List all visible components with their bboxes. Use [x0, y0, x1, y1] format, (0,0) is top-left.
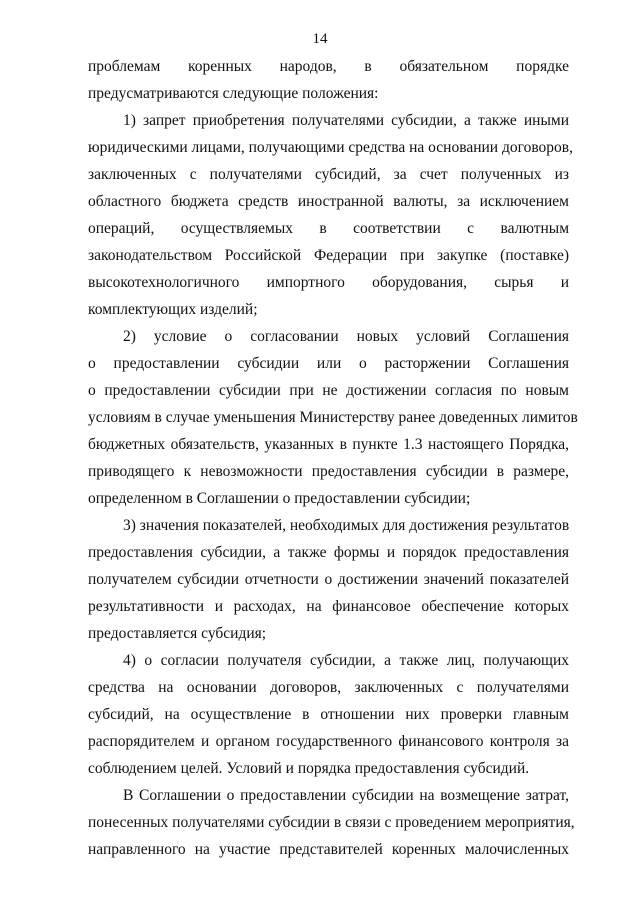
text-line: предоставляется субсидия; [88, 625, 267, 642]
text-line: высокотехнологичного импортного оборудования, сырья и [88, 274, 569, 291]
text-line: 4) о согласии получателя субсидии, а также лиц, получающих [123, 652, 569, 669]
text-line: соблюдением целей. Условий и порядка предоставления субсидий. [88, 760, 530, 777]
text-line: проблемам коренных народов, в обязательном порядке [88, 58, 569, 75]
text-line: операций, осуществляемых в соответствии с валютным [88, 220, 569, 237]
text-line: комплектующих изделий; [88, 301, 258, 318]
text-line: о предоставлении субсидии при не достижении согласия по новым [88, 382, 569, 399]
page-number: 14 [312, 31, 328, 47]
text-line: юридическими лицами, получающими средства на основании договоров, [88, 139, 573, 156]
text-line: распорядителем и органом государственного финансового контроля за [88, 733, 569, 750]
text-line: бюджетных обязательств, указанных в пункте 1.3 настоящего Порядка, [88, 436, 569, 453]
text-line: результативности и расходах, на финансовое обеспечение которых [88, 598, 569, 615]
text-line: субсидий, на осуществление в отношении них проверки главным [88, 706, 569, 723]
text-line: предусматриваются следующие положения: [88, 85, 379, 102]
text-line: средства на основании договоров, заключенных с получателями [88, 679, 569, 696]
text-line: законодательством Российской Федерации при закупке (поставке) [88, 247, 569, 264]
text-line: понесенных получателями субсидии в связи с проведением мероприятия, [88, 814, 575, 831]
text-line: определенном в Соглашении о предоставлении субсидии; [88, 490, 471, 507]
text-line: В Соглашении о предоставлении субсидии на возмещение затрат, [123, 787, 569, 804]
text-line: 2) условие о согласовании новых условий Соглашения [123, 328, 569, 345]
text-line: заключенных с получателями субсидий, за счет полученных из [88, 166, 569, 183]
text-line: о предоставлении субсидии или о расторжении Соглашения [88, 355, 569, 372]
text-line: приводящего к невозможности предоставления субсидии в размере, [88, 463, 569, 480]
text-line: областного бюджета средств иностранной валюты, за исключением [88, 193, 569, 210]
text-line: условиям в случае уменьшения Министерству ранее доведенных лимитов [88, 409, 578, 426]
text-line: 3) значения показателей, необходимых для достижения результатов [123, 517, 570, 534]
text-line: получателем субсидии отчетности о достижении значений показателей [88, 571, 569, 588]
text-line: 1) запрет приобретения получателями субсидии, а также иными [123, 112, 569, 129]
text-line: предоставления субсидии, а также формы и порядок предоставления [88, 544, 569, 561]
text-line: направленного на участие представителей коренных малочисленных [88, 841, 569, 858]
